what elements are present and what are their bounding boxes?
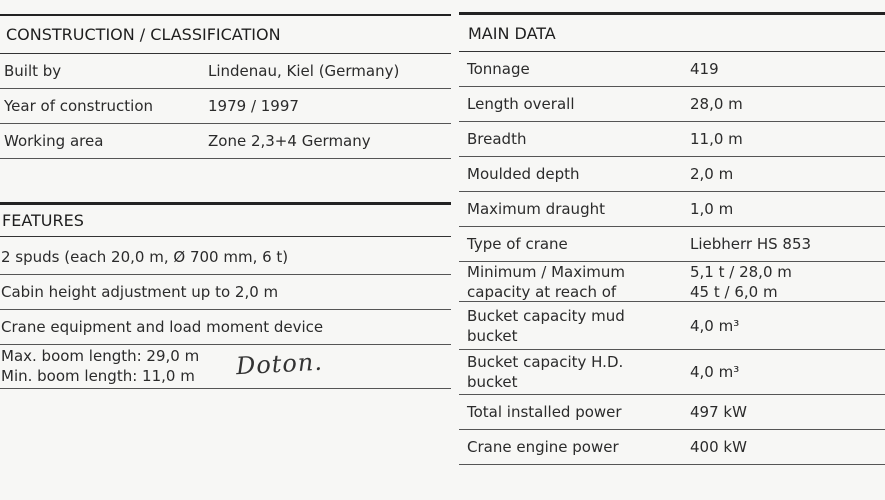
bucket-hd-label-line1: Bucket capacity H.D. [467, 353, 624, 371]
bucket-hd-label-line2: bucket [467, 373, 518, 391]
bucket-hd-label [459, 352, 689, 392]
length-label: Length overall [467, 95, 575, 113]
capacity-label [459, 262, 689, 302]
bucket-mud-value: 4,0 m³ [690, 316, 740, 335]
bucket-mud-label-line1: Bucket capacity mud [467, 306, 625, 325]
total-power-value: 497 kW [690, 403, 747, 421]
main-data-title: MAIN DATA [459, 12, 885, 52]
feature-item [0, 240, 451, 275]
length-row [459, 87, 885, 122]
bucket-mud-label [459, 306, 689, 346]
built-by-value: Lindenau, Kiel (Germany) [208, 62, 400, 80]
main-data-section [459, 12, 885, 465]
bucket-mud-row [459, 302, 885, 350]
working-area-row [0, 124, 451, 159]
tonnage-label: Tonnage [467, 60, 530, 78]
feature-item [0, 310, 451, 345]
feature-cabin: Cabin height adjustment up to 2,0 m [1, 283, 279, 301]
construction-title: CONSTRUCTION / CLASSIFICATION [0, 14, 451, 54]
crane-type-label: Type of crane [467, 235, 568, 253]
features-title: FEATURES [0, 202, 451, 237]
min-boom: Min. boom length: 11,0 m [1, 367, 195, 385]
total-power-label: Total installed power [467, 403, 622, 421]
capacity-value [690, 262, 792, 302]
length-value: 28,0 m [690, 95, 743, 113]
breadth-row [459, 122, 885, 157]
working-area-label: Working area [4, 132, 104, 150]
crane-type-value: Liebherr HS 853 [690, 235, 812, 253]
crane-engine-row [459, 430, 885, 465]
feature-boom [0, 345, 451, 389]
draught-row [459, 192, 885, 227]
bucket-hd-row [459, 350, 885, 395]
crane-type-row [459, 227, 885, 262]
tonnage-value: 419 [690, 60, 719, 78]
bucket-mud-label-line2: bucket [467, 326, 518, 345]
construction-section [0, 14, 451, 159]
built-by-label: Built by [4, 62, 62, 80]
feature-item [0, 275, 451, 310]
draught-label: Maximum draught [467, 200, 605, 218]
capacity-row [459, 262, 885, 302]
depth-label: Moulded depth [467, 165, 580, 183]
total-power-row [459, 395, 885, 430]
max-boom: Max. boom length: 29,0 m [1, 347, 200, 365]
working-area-value: Zone 2,3+4 Germany [208, 132, 371, 150]
depth-row [459, 157, 885, 192]
year-label: Year of construction [4, 97, 154, 115]
capacity-label-line2: capacity at reach of [467, 282, 617, 301]
capacity-label-line1: Minimum / Maximum [467, 262, 626, 281]
capacity-value-line2: 45 t / 6,0 m [690, 282, 778, 301]
bucket-hd-value: 4,0 m³ [690, 363, 740, 381]
crane-engine-value: 400 kW [690, 438, 747, 456]
feature-crane-equipment: Crane equipment and load moment device [1, 318, 324, 336]
handwritten-signature: Doton. [235, 347, 324, 381]
tonnage-row [459, 52, 885, 87]
breadth-value: 11,0 m [690, 130, 743, 148]
breadth-label: Breadth [467, 130, 527, 148]
depth-value: 2,0 m [690, 165, 734, 183]
year-row [0, 89, 451, 124]
built-by-row [0, 54, 451, 89]
feature-spuds: 2 spuds (each 20,0 m, Ø 700 mm, 6 t) [1, 248, 289, 266]
crane-engine-label: Crane engine power [467, 438, 619, 456]
capacity-value-line1: 5,1 t / 28,0 m [690, 262, 792, 281]
year-value: 1979 / 1997 [208, 97, 299, 115]
draught-value: 1,0 m [690, 200, 734, 218]
boom-lengths [0, 346, 199, 386]
